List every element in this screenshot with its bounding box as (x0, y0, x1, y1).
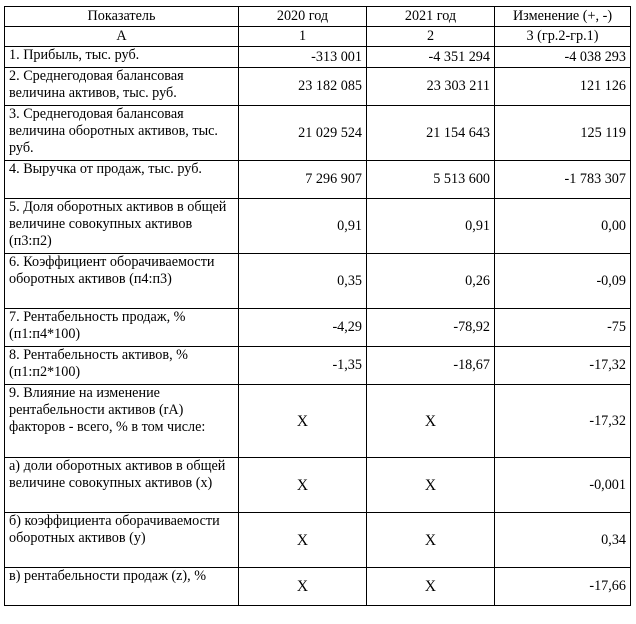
row-label: 6. Коэффициент оборачиваемости оборотных активов (п4:п3) (5, 254, 239, 309)
value-2020: 7 296 907 (239, 161, 367, 199)
value-2020: X (239, 513, 367, 568)
value-2020: 21 029 524 (239, 106, 367, 161)
table-row (5, 385, 631, 458)
value-2020: X (239, 568, 367, 606)
value-change: -17,32 (495, 385, 631, 458)
value-2020: 23 182 085 (239, 68, 367, 106)
row-label: 2. Среднегодовая балансовая величина активов, тыс. руб. (5, 68, 239, 106)
row-label: 5. Доля оборотных активов в общей величине совокупных активов (п3:п2) (5, 199, 239, 254)
value-2020: 0,35 (239, 254, 367, 309)
subheader-1: 1 (239, 27, 367, 47)
factor-analysis-table (4, 6, 631, 606)
value-change: 121 126 (495, 68, 631, 106)
table-row (5, 161, 631, 199)
value-change: -1 783 307 (495, 161, 631, 199)
value-2021: 23 303 211 (367, 68, 495, 106)
row-label: 3. Среднегодовая балансовая величина оборотных активов, тыс. руб. (5, 106, 239, 161)
value-2021: -4 351 294 (367, 47, 495, 68)
row-label: 4. Выручка от продаж, тыс. руб. (5, 161, 239, 199)
value-2021: X (367, 385, 495, 458)
table-row (5, 106, 631, 161)
value-2020: X (239, 385, 367, 458)
table-row (5, 458, 631, 513)
row-label: 9. Влияние на изменение рентабельности активов (rA) факторов - всего, % в том числе: (5, 385, 239, 458)
value-2021: X (367, 513, 495, 568)
value-change: -17,66 (495, 568, 631, 606)
row-label: б) коэффициента оборачиваемости оборотных активов (y) (5, 513, 239, 568)
header-indicator: Показатель (5, 7, 239, 27)
subheader-2: 2 (367, 27, 495, 47)
row-label: 1. Прибыль, тыс. руб. (5, 47, 239, 68)
value-change: -4 038 293 (495, 47, 631, 68)
row-label: 8. Рентабельность активов, % (п1:п2*100) (5, 347, 239, 385)
value-2020: X (239, 458, 367, 513)
table-row (5, 47, 631, 68)
value-2021: 5 513 600 (367, 161, 495, 199)
value-change: -0,09 (495, 254, 631, 309)
table-row (5, 347, 631, 385)
header-2020: 2020 год (239, 7, 367, 27)
row-label: 7. Рентабельность продаж, % (п1:п4*100) (5, 309, 239, 347)
value-2021: X (367, 568, 495, 606)
value-change: 125 119 (495, 106, 631, 161)
value-2021: 0,91 (367, 199, 495, 254)
row-label: в) рентабельности продаж (z), % (5, 568, 239, 606)
value-2021: -78,92 (367, 309, 495, 347)
table-row (5, 513, 631, 568)
value-2021: 21 154 643 (367, 106, 495, 161)
header-change: Изменение (+, -) (495, 7, 631, 27)
value-2020: -4,29 (239, 309, 367, 347)
value-change: 0,34 (495, 513, 631, 568)
value-2020: 0,91 (239, 199, 367, 254)
value-change: 0,00 (495, 199, 631, 254)
table-row (5, 254, 631, 309)
table-row (5, 309, 631, 347)
subheader-row (5, 27, 631, 47)
row-label: а) доли оборотных активов в общей величине совокупных активов (x) (5, 458, 239, 513)
value-2020: -313 001 (239, 47, 367, 68)
table-row (5, 199, 631, 254)
value-change: -17,32 (495, 347, 631, 385)
value-change: -75 (495, 309, 631, 347)
value-2021: 0,26 (367, 254, 495, 309)
value-2021: X (367, 458, 495, 513)
value-2020: -1,35 (239, 347, 367, 385)
header-row (5, 7, 631, 27)
table-row (5, 68, 631, 106)
table-row (5, 568, 631, 606)
value-change: -0,001 (495, 458, 631, 513)
subheader-3: 3 (гр.2-гр.1) (495, 27, 631, 47)
header-2021: 2021 год (367, 7, 495, 27)
subheader-a: А (5, 27, 239, 47)
value-2021: -18,67 (367, 347, 495, 385)
